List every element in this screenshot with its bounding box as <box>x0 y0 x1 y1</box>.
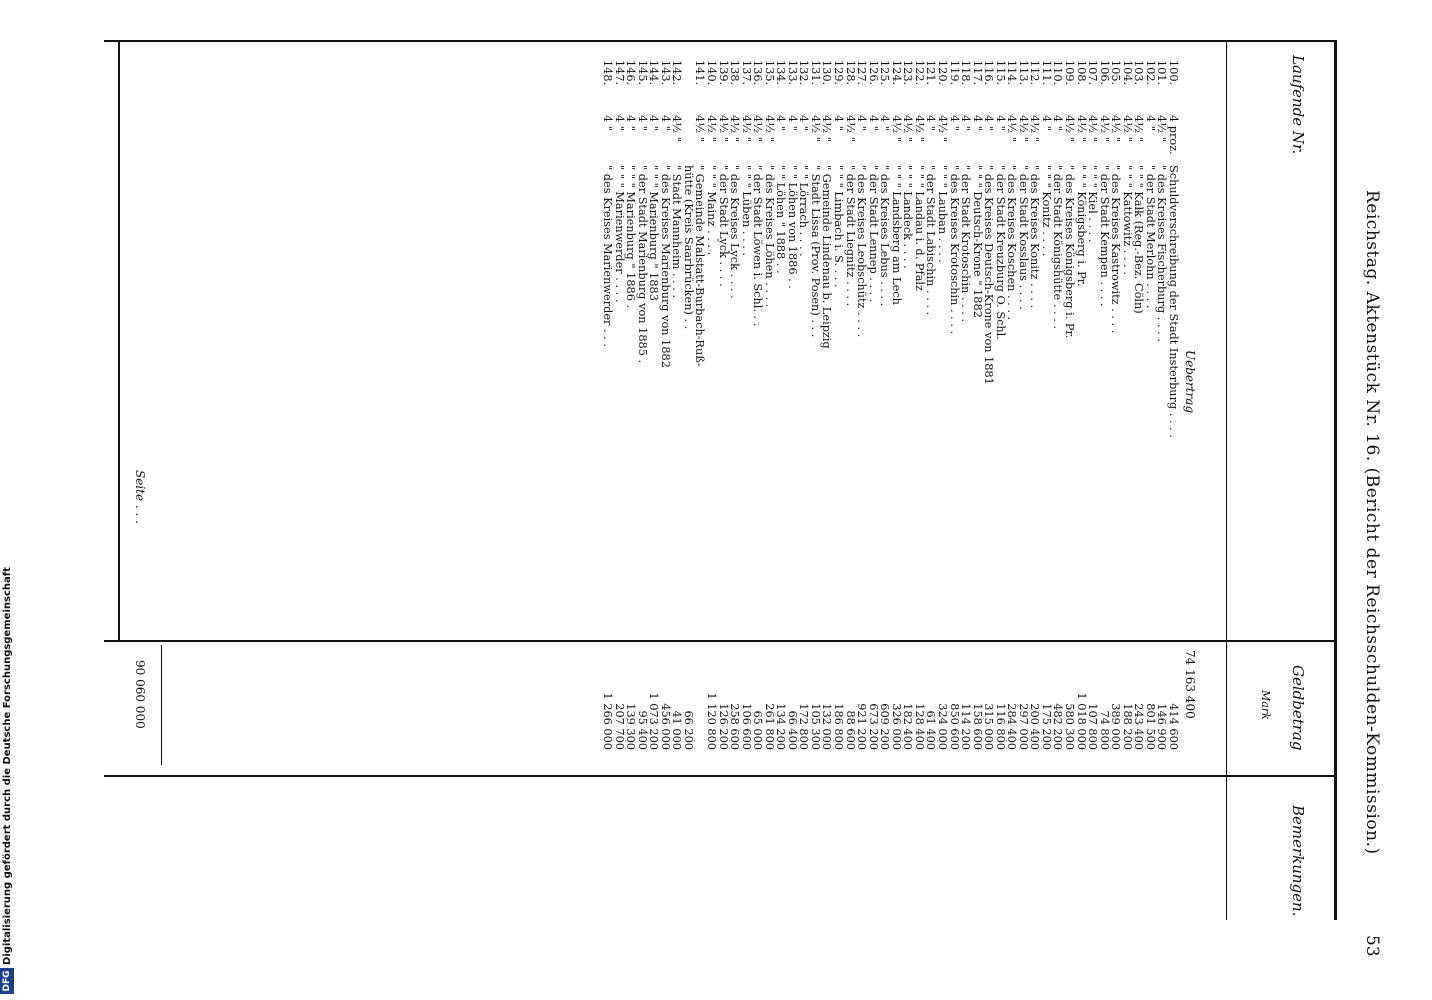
row-interest-rate: 4½ " <box>1063 115 1077 142</box>
row-interest-rate: 4 " <box>797 115 811 131</box>
row-number: 120. <box>936 60 949 86</box>
row-amount: 1 266 000 <box>601 692 615 750</box>
row-description: " " " Marienburg " 1886 . <box>624 165 638 309</box>
row-description: " der Stadt Königshütte . . . . <box>1051 165 1065 329</box>
row-amount: 95 400 <box>635 710 649 750</box>
page-number: 53 <box>1362 935 1382 957</box>
row-description: " des Kreises Lyck . . . . <box>728 165 742 299</box>
row-amount: 132 000 <box>820 703 834 750</box>
row-amount: 324 000 <box>936 703 949 750</box>
row-number: 148. <box>601 60 615 86</box>
row-interest-rate: 4½ " <box>1109 115 1123 142</box>
row-interest-rate: 4 " <box>1039 115 1053 131</box>
row-interest-rate: 4½ " <box>1132 115 1146 142</box>
row-number: 112. <box>1028 60 1042 86</box>
column-header-laufende-nr: Laufende Nr. <box>1289 55 1307 155</box>
row-description: " der Stadt Marienburg von 1885 . <box>635 165 649 364</box>
row-number: 146. <box>624 60 638 86</box>
row-description: " " " Kalk (Reg.-Bez. Cöln) <box>1132 165 1146 314</box>
row-description: " Stadt Mannheim . . . . <box>670 165 684 299</box>
row-interest-rate: 4 " <box>866 115 880 131</box>
row-number: 123. <box>901 60 915 86</box>
row-amount: 482 200 <box>1051 703 1065 750</box>
row-interest-rate: 4½ " <box>739 115 753 142</box>
row-amount: 1 018 000 <box>1074 692 1088 750</box>
row-number: 110. <box>1051 60 1065 86</box>
row-description: " " " Limbach i. S. . . . <box>832 165 846 288</box>
row-amount: 609 200 <box>878 703 892 750</box>
row-number: 127. <box>855 60 869 86</box>
row-amount: 66 400 <box>785 710 799 750</box>
row-interest-rate: 4½ " <box>1097 115 1111 142</box>
row-amount: 200 400 <box>1028 703 1042 750</box>
row-number: 128. <box>843 60 857 86</box>
row-description: " der Stadt Löwen i. Schl. . . <box>751 165 765 327</box>
row-amount: 65 000 <box>751 710 765 750</box>
row-interest-rate: 4½ " <box>843 115 857 142</box>
row-description: " des Kreises Konitz . . . . <box>1028 165 1042 309</box>
row-number: 105. <box>1109 60 1123 86</box>
row-number: 118. <box>959 60 973 86</box>
row-number: 122. <box>912 60 926 86</box>
page-header <box>1352 40 1412 957</box>
row-number: 116. <box>982 60 996 86</box>
row-interest-rate: 4 " <box>624 115 638 131</box>
row-amount: 261 800 <box>762 703 776 750</box>
row-interest-rate: 4½ " <box>1155 115 1169 142</box>
row-description: " der Stadt Kempen . . . . <box>1097 165 1111 307</box>
column-divider-remarks <box>104 775 1334 777</box>
row-amount: 326 000 <box>889 703 903 750</box>
row-interest-rate: 4 " <box>947 115 961 131</box>
row-number: 136. <box>751 60 765 86</box>
row-interest-rate: 4 " <box>774 115 788 131</box>
column-divider-nr <box>104 40 1334 42</box>
row-description: " des Kreises Koschen . . . . <box>1005 165 1019 321</box>
dfg-logo <box>0 968 14 994</box>
table-top-rule <box>1334 40 1337 920</box>
row-amount: 88 600 <box>843 710 857 750</box>
row-description: " " " Deutsch-Krone " 1882 <box>970 165 984 318</box>
row-amount: 801 500 <box>1143 703 1157 750</box>
row-interest-rate: 4½ " <box>1086 115 1100 142</box>
row-description: hütte (Kreis Saarbrücken) . . <box>681 165 695 330</box>
row-description: " der Stadt Kosslaus . . . . <box>1016 165 1030 310</box>
row-description: " der Stadt Labischin . . . . <box>924 165 938 316</box>
row-interest-rate: 4½ " <box>762 115 776 142</box>
row-description: " des Kreises Krotoschin . . . . <box>947 165 961 335</box>
row-number: 147. <box>612 60 626 86</box>
row-number: 126. <box>866 60 880 86</box>
row-number: 138. <box>728 60 742 86</box>
row-description: " " " Marienburg " 1883 <box>647 165 661 301</box>
row-description: " Gemeinde Malstatt-Burbach-Ruß- <box>693 165 707 367</box>
row-description: " " " Marienwerder . . . . <box>612 165 626 303</box>
row-interest-rate: 4½ " <box>1120 115 1134 142</box>
row-number: 119. <box>947 60 961 86</box>
digitization-caption-text: Digitalisierung gefördert durch die Deutsche Forschungsgemeinschaft <box>2 567 13 965</box>
row-description: " " Lörrach . . . . <box>797 165 811 257</box>
row-interest-rate: 4½ " <box>1016 115 1030 142</box>
row-interest-rate: 4 " <box>635 115 649 131</box>
row-description: " " " Landau i. d. Pfalz <box>912 165 926 291</box>
row-number: 141. <box>693 60 707 86</box>
row-amount: 297 000 <box>1016 703 1030 750</box>
row-description: " des Kreises Marienwerder . . . <box>601 165 615 347</box>
row-number: 108. <box>1074 60 1088 86</box>
row-amount: 139 300 <box>624 703 638 750</box>
row-description: " des Kreises Leobschütz . . . . <box>855 165 869 338</box>
row-description: " Stadt Lissa (Prov. Posen) . . . <box>808 165 822 338</box>
column-header-mark: Mark <box>1259 690 1272 720</box>
row-number: 113. <box>1016 60 1030 86</box>
row-description: " " Löhen von 1886 . . <box>785 165 799 289</box>
row-number: 133. <box>785 60 799 86</box>
row-description: " " Löhen " 1888 . . <box>774 165 788 274</box>
row-description: " " " Mainz . . . . <box>705 165 718 256</box>
row-interest-rate: 4½ " <box>901 115 915 142</box>
row-amount: 207 700 <box>612 703 626 750</box>
carryover-amount: 74 163 400 <box>1183 650 1197 719</box>
row-number: 140. <box>705 60 718 86</box>
row-interest-rate: 4 proz. <box>1167 115 1180 155</box>
row-amount: 389 000 <box>1109 703 1123 750</box>
row-number: 124. <box>889 60 903 86</box>
row-description: " " " Landsberg am Lech <box>889 165 903 305</box>
row-interest-rate: 4 " <box>982 115 996 131</box>
row-interest-rate: 4½ " <box>705 115 718 142</box>
total-separator <box>161 645 162 765</box>
row-number: 134. <box>774 60 788 86</box>
row-amount: 107 800 <box>1086 703 1100 750</box>
row-description: " des Kreises Lebus . . . . <box>878 165 892 307</box>
row-interest-rate: 4½ " <box>1005 115 1019 142</box>
row-number: 100. <box>1167 60 1180 86</box>
row-number: 145. <box>635 60 649 86</box>
row-amount: 673 200 <box>866 703 880 750</box>
row-description: " " " Konitz . . . . <box>1039 165 1053 257</box>
row-number: 144. <box>647 60 661 86</box>
row-number: 137. <box>739 60 753 86</box>
row-number: 132. <box>797 60 811 86</box>
row-interest-rate: 4½ " <box>889 115 903 142</box>
row-amount: 66 200 <box>681 710 695 750</box>
row-number: 101. <box>1155 60 1169 86</box>
row-description: " des Kreises Königsberg i. Pr. <box>1063 165 1077 339</box>
row-number: 143. <box>658 60 672 86</box>
row-amount: 414 600 <box>1167 703 1180 750</box>
row-interest-rate: 4½ " <box>693 115 707 142</box>
row-interest-rate: 4 " <box>601 115 615 131</box>
row-description: " der Stadt Merlohn . . . . <box>1143 165 1157 309</box>
page-bottom-rule <box>118 40 120 640</box>
row-interest-rate: 4 " <box>970 115 984 131</box>
page-total-amount: 90 060 000 <box>133 660 147 729</box>
row-interest-rate: 4 " <box>855 115 869 131</box>
row-description: " der Stadt Lyck . . . . <box>716 165 730 287</box>
row-amount: 116 800 <box>993 703 1007 750</box>
row-description: " des Kreises Kastrowitz . . . . <box>1109 165 1123 334</box>
row-description: " des Kreises Marienburg von 1882 <box>658 165 672 368</box>
row-number: 125. <box>878 60 892 86</box>
row-number: 139. <box>716 60 730 86</box>
row-number: 106. <box>1097 60 1111 86</box>
header-separator <box>1226 40 1227 920</box>
row-amount: 74 800 <box>1097 710 1111 750</box>
row-description: " Gemeinde Lindenau b. Leipzig <box>820 165 834 349</box>
row-amount: 243 400 <box>1132 703 1146 750</box>
row-interest-rate: 4½ " <box>716 115 730 142</box>
row-number: 142. <box>670 60 684 86</box>
row-amount: 315 000 <box>982 703 996 750</box>
row-description: " " " Landeck . . . . <box>901 165 915 269</box>
row-number: 117. <box>970 60 984 86</box>
row-amount: 106 600 <box>739 703 753 750</box>
row-amount: 126 200 <box>716 703 730 750</box>
row-interest-rate: 4½ " <box>936 115 949 142</box>
row-number: 107. <box>1086 60 1100 86</box>
row-number: 121. <box>924 60 938 86</box>
row-description: " der Stadt Liegnitz . . . . <box>843 165 857 307</box>
row-number: 130. <box>820 60 834 86</box>
row-description: " " " Königsberg i. Pr. <box>1074 165 1088 287</box>
row-amount: 580 300 <box>1063 703 1077 750</box>
row-interest-rate: 4½ " <box>751 115 765 142</box>
row-amount: 105 300 <box>808 703 822 750</box>
row-number: 131. <box>808 60 822 86</box>
row-amount: 175 200 <box>1039 703 1053 750</box>
row-description: " der Stadt Krotoschin . . . . <box>959 165 973 323</box>
row-number: 109. <box>1063 60 1077 86</box>
row-amount: 146 900 <box>1155 703 1169 750</box>
row-interest-rate: 4 " <box>658 115 672 131</box>
row-number: 103. <box>1132 60 1146 86</box>
row-interest-rate: 4 " <box>832 115 846 131</box>
row-amount: 284 400 <box>1005 703 1019 750</box>
digitization-caption <box>2 567 13 965</box>
row-amount: 1 120 800 <box>705 692 718 750</box>
row-description: " " " Lauban . . . . <box>936 165 949 263</box>
row-amount: 850 600 <box>947 703 961 750</box>
row-amount: 1 073 200 <box>647 692 661 750</box>
carryover-label: Uebertrag <box>1183 350 1197 414</box>
row-amount: 186 800 <box>832 703 846 750</box>
row-amount: 128 400 <box>912 703 926 750</box>
row-amount: 172 800 <box>797 703 811 750</box>
row-number: 114. <box>1005 60 1019 86</box>
row-description: " des Kreises Fischerburg . . . . <box>1155 165 1169 342</box>
row-interest-rate: 4½ " <box>1074 115 1088 142</box>
row-description: " " " Kattowitz . . . . <box>1120 165 1134 275</box>
column-header-geldbetrag: Geldbetrag <box>1289 665 1307 751</box>
row-number: 104. <box>1120 60 1134 86</box>
row-amount: 158 600 <box>970 703 984 750</box>
row-number: 102. <box>1143 60 1157 86</box>
row-interest-rate: 4 " <box>1051 115 1065 131</box>
row-amount: 41 000 <box>670 710 684 750</box>
row-interest-rate: 4 " <box>924 115 938 131</box>
row-interest-rate: 4 " <box>647 115 661 131</box>
row-description: " " " Lüben . . . . <box>739 165 753 257</box>
row-interest-rate: 4 " <box>959 115 973 131</box>
row-interest-rate: 4½ " <box>728 115 742 142</box>
row-interest-rate: 4 " <box>993 115 1007 131</box>
row-interest-rate: 4 " <box>1143 115 1157 131</box>
row-description: " der Stadt Lennep . . . . <box>866 165 880 303</box>
running-title: Reichstag. Aktenstück Nr. 16. (Bericht der Reichsschulden-Kommission.) <box>1362 190 1382 855</box>
row-amount: 921 200 <box>855 703 869 750</box>
row-interest-rate: 4½ " <box>912 115 926 142</box>
row-number: 129. <box>832 60 846 86</box>
row-amount: 114 200 <box>959 703 973 750</box>
row-interest-rate: 4½ " <box>808 115 822 142</box>
column-header-bemerkungen: Bemerkungen. <box>1289 805 1307 917</box>
row-interest-rate: 4 " <box>612 115 626 131</box>
row-description: Schuldverschreibung der Stadt Insterburg . . . . <box>1167 165 1180 438</box>
row-number: 111. <box>1039 60 1053 86</box>
row-amount: 134 200 <box>774 703 788 750</box>
row-number: 115. <box>993 60 1007 86</box>
row-interest-rate: 4½ " <box>670 115 684 142</box>
row-interest-rate: 4 " <box>878 115 892 131</box>
row-amount: 182 400 <box>901 703 915 750</box>
dfg-logo-text: DFG <box>2 970 12 992</box>
row-amount: 188 200 <box>1120 703 1134 750</box>
row-description: " des Kreises Löhen . . . . <box>762 165 776 308</box>
page-total-label: Seite . . . <box>133 470 147 524</box>
row-description: " der Stadt Kreuzburg O. Schl. <box>993 165 1007 340</box>
row-amount: 456 000 <box>658 703 672 750</box>
row-interest-rate: 4½ " <box>1028 115 1042 142</box>
row-amount: 61 400 <box>924 710 938 750</box>
row-interest-rate: 4½ " <box>820 115 834 142</box>
row-number: 135. <box>762 60 776 86</box>
row-amount: 258 600 <box>728 703 742 750</box>
row-description: " des Kreises Deutsch-Krone von 1881 <box>982 165 996 385</box>
row-interest-rate: 4 " <box>785 115 799 131</box>
row-description: " " " Kiel . . . . <box>1086 165 1100 243</box>
